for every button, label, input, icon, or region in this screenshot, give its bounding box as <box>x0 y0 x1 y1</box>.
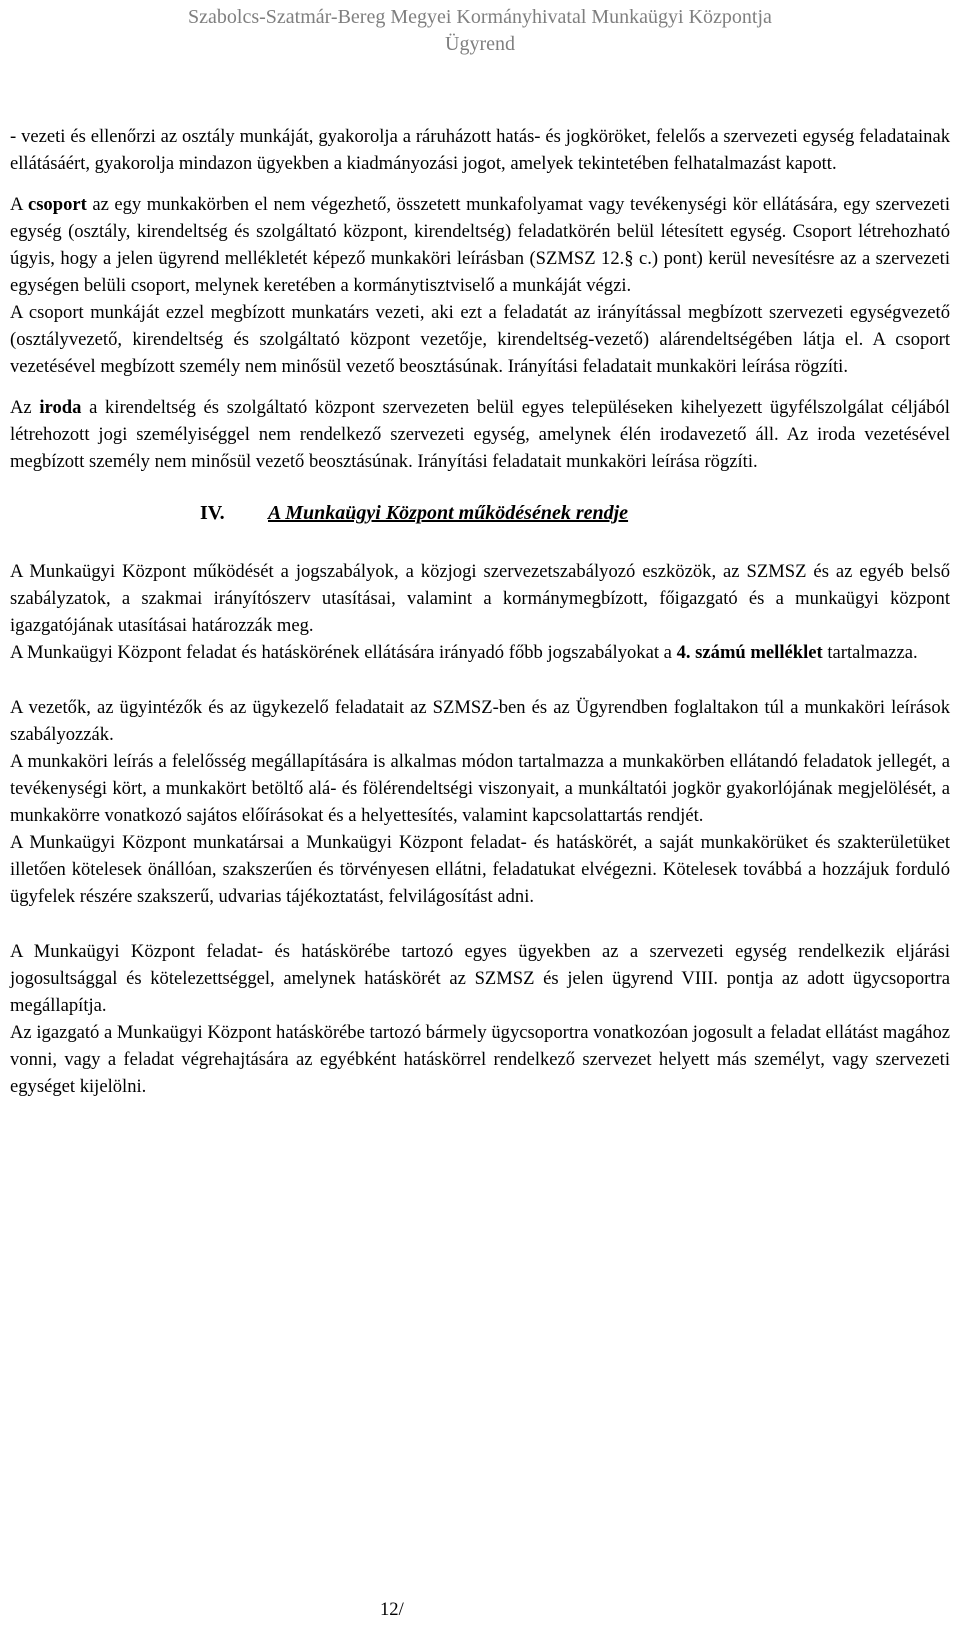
document-body <box>10 123 950 1100</box>
paragraph-procedural-competence: A Munkaügyi Központ feladat- és hatáskörébe tartozó egyes ügyekben az a szervezeti egység rendelkezik eljárási jogosultsággal és kötelezettséggel, amelynek hatáskörét az SZMSZ és jelen ügyrend VIII. pontja az adott ügycsoportra megállapítja. <box>10 941 950 1016</box>
paragraph-operation-rules: A Munkaügyi Központ működését a jogszabályok, a közjogi szervezetszabályozó eszközök, az SZMSZ és az egyéb belső szabályzatok, a szakmai irányítószerv utasításai, valamint a kormánymegbízott, főigazgató és a munkaügyi központ igazgatójának utasításai határozzák meg. <box>10 561 950 636</box>
paragraph-staff-obligations: A Munkaügyi Központ munkatársai a Munkaügyi Központ feladat- és hatáskörét, a saját munkakörüket és szakterületüket illetően kötelesek önállóan, szakszerűen és törvényesen ellátni, feladatukat elvégezni. Kötelesek továbbá a hozzájuk forduló ügyfelek részére szakszerű, udvarias tájékoztatást, felvilágosítást adni. <box>10 832 950 907</box>
section-number: IV. <box>200 502 225 524</box>
paragraph-job-descriptions: A vezetők, az ügyintézők és az ügykezelő feladatait az SZMSZ-ben és az Ügyrendben foglaltakon túl a munkaköri leírások szabályozzák. <box>10 697 950 745</box>
paragraph-legal-basis: A Munkaügyi Központ feladat és hatáskörének ellátására irányadó főbb jogszabályokat a 4. számú melléklet tartalmazza. <box>10 642 918 663</box>
section-title: A Munkaügyi Központ működésének rendje <box>268 502 629 524</box>
paragraph-group-definition: A csoport az egy munkakörben el nem végezhető, összetett munkafolyamat vagy tevékenységi kör ellátására, egy szervezeti egység (osztály, kirendeltség és szolgáltató központ, kirendeltség) feladatkörén belül létesített egység. Csoport létrehozható úgyis, hogy a jelen ügyrend mellékletét képező munkaköri leírásban (SZMSZ 12.§ c.) pont) kerül nevesítésre az a szervezeti egységen belüli csoport, melynek keretében a kormánytisztviselő a munkáját végzi. <box>10 194 950 296</box>
term-csoport: csoport <box>27 194 87 215</box>
header-organization: Szabolcs-Szatmár-Bereg Megyei Kormányhivatal Munkaügyi Központja <box>188 6 772 28</box>
paragraph-group-leadership: A csoport munkáját ezzel megbízott munkatárs vezeti, aki ezt a feladatát az irányítással megbízott szervezeti egységvezető (osztályvezető, kirendeltség és szolgáltató központ vezetője, kirendeltség-vezető) alárendeltségében látja el. A csoport vezetésével megbízott személy nem minősül vezető beosztásúnak. Irányítási feladatait munkaköri leírása rögzíti. <box>10 302 950 377</box>
section-heading <box>10 499 950 527</box>
page-number: 12/ <box>380 1599 404 1620</box>
paragraph-manager-duties: - vezeti és ellenőrzi az osztály munkáját, gyakorolja a ráruházott hatás- és jogköröket, felelős a szervezeti egység feladatainak ellátásáért, gyakorolja mindazon ügyekben a kiadmányozási jogot, amelyek tekintetében felhatalmazást kapott. <box>10 126 950 174</box>
term-iroda: iroda <box>39 397 82 418</box>
annex-reference: 4. számú melléklet <box>676 642 823 663</box>
document-header <box>0 4 960 58</box>
paragraph-director-authority: Az igazgató a Munkaügyi Központ hatáskörébe tartozó bármely ügycsoportra vonatkozóan jogosult a feladat ellátást magához vonni, vagy a feladat végrehajtására az egyébként hatáskörrel rendelkező szervezet helyett más személyt, vagy szervezeti egységet kijelölni. <box>10 1022 950 1097</box>
header-document-title: Ügyrend <box>445 33 515 55</box>
paragraph-office-definition: Az iroda a kirendeltség és szolgáltató központ szervezeten belül egyes településeken kihelyezett ügyfélszolgálat céljából létrehozott jogi személyiséggel nem rendelkező szervezeti egység, amelynek élén irodavezető áll. Az iroda vezetésével megbízott személy nem minősül vezető beosztásúnak. Irányítási feladatait munkaköri leírása rögzíti. <box>10 397 950 472</box>
paragraph-job-description-content: A munkaköri leírás a felelősség megállapítására is alkalmas módon tartalmazza a munkakörben ellátandó feladatok jellegét, a tevékenységi kört, a munkakört betöltő alá- és fölérendeltségi viszonyait, a munkáltatói jogkör gyakorlójának megjelölését, a munkakörre vonatkozó sajátos előírásokat és a helyettesítés, valamint kapcsolattartás rendjét. <box>10 751 950 826</box>
